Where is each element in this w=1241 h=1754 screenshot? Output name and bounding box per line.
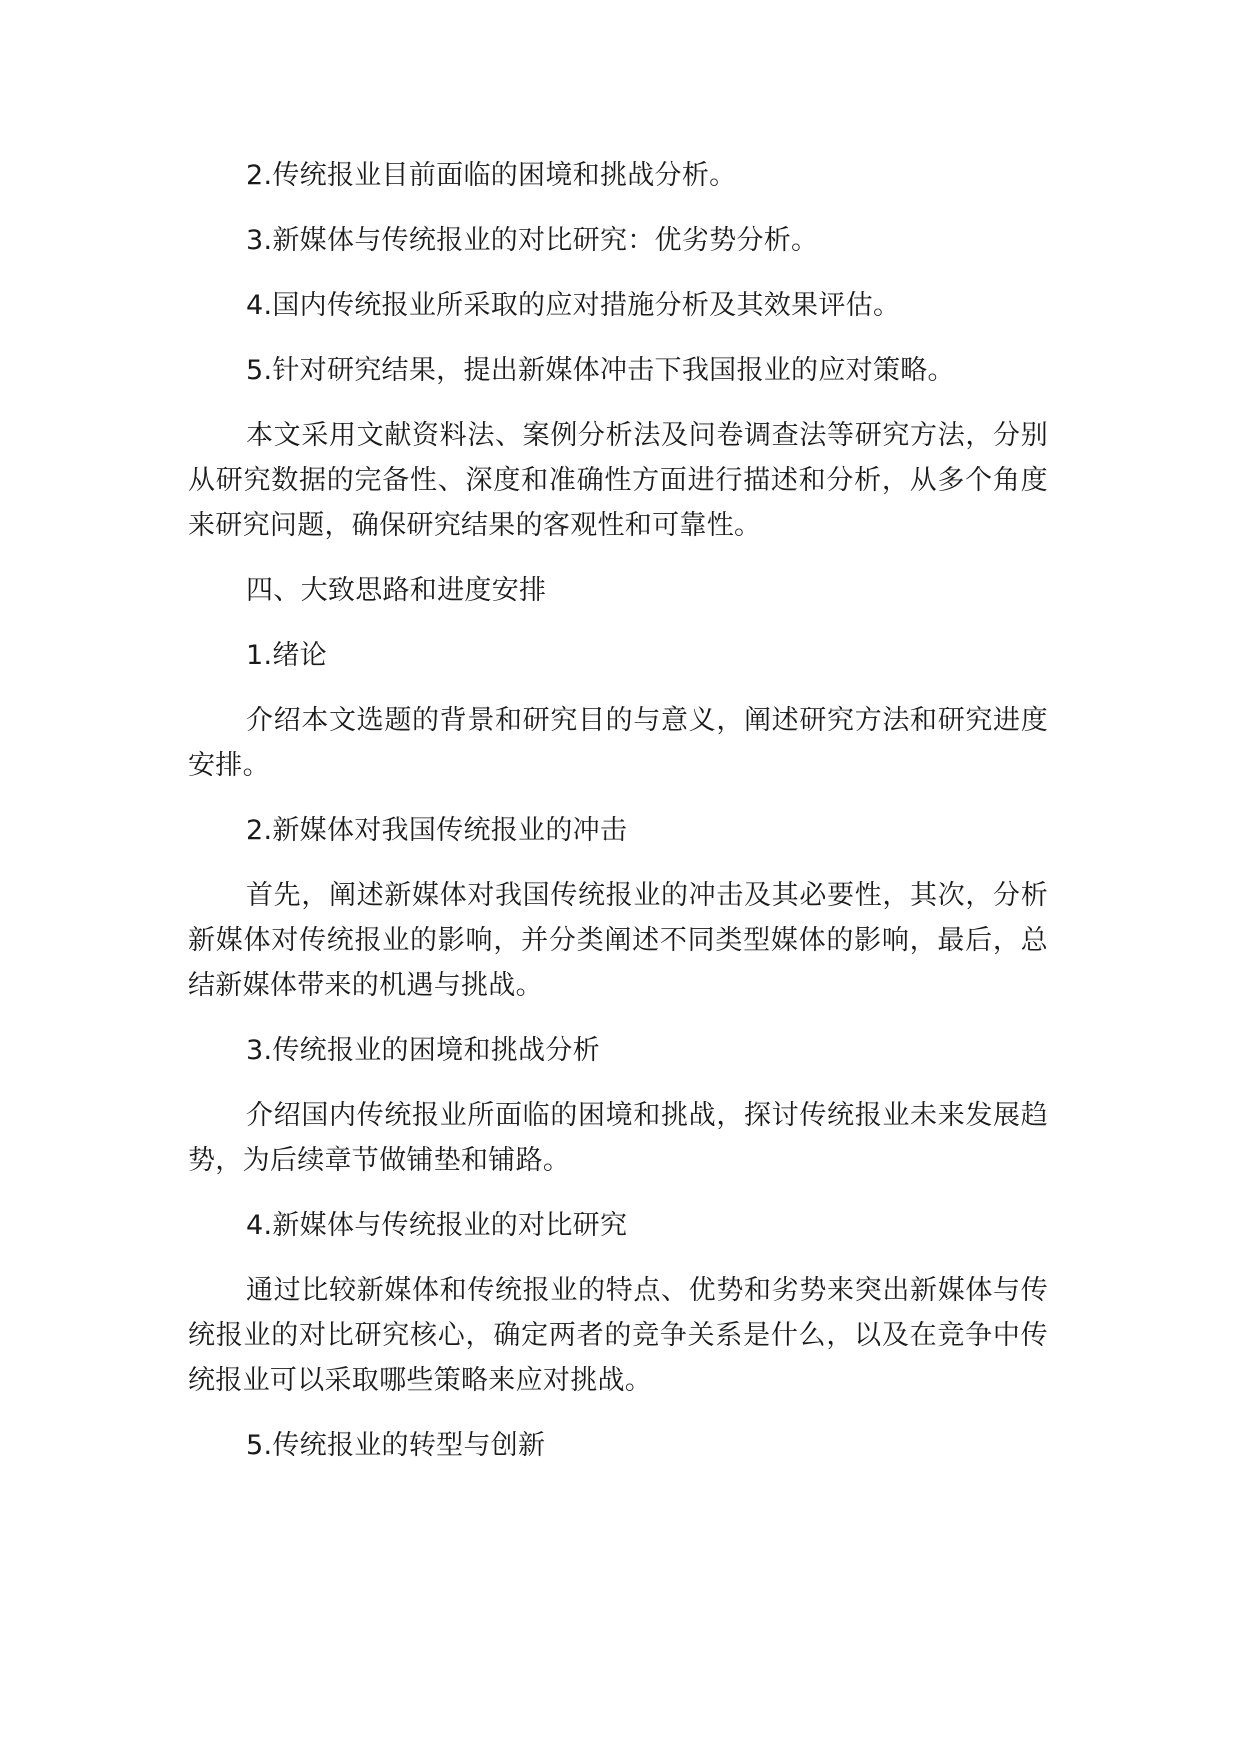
- section-heading: 四、大致思路和进度安排: [246, 575, 547, 606]
- introduction-paragraph: 介绍本文选题的背景和研究目的与意义，阐述研究方法和研究进度安排。: [188, 705, 1048, 781]
- list-item-4: 4.国内传统报业所采取的应对措施分析及其效果评估。: [246, 290, 901, 321]
- subheading-impact: 2.新媒体对我国传统报业的冲击: [246, 815, 628, 846]
- subheading-transformation: 5.传统报业的转型与创新: [246, 1430, 546, 1461]
- document-body: [188, 153, 1048, 1488]
- methods-paragraph: 本文采用文献资料法、案例分析法及问卷调查法等研究方法，分别从研究数据的完备性、深度和准确性方面进行描述和分析，从多个角度来研究问题，确保研究结果的客观性和可靠性。: [188, 420, 1048, 541]
- subheading-comparison: 4.新媒体与传统报业的对比研究: [246, 1210, 628, 1241]
- subheading-introduction: 1.绪论: [246, 640, 327, 671]
- comparison-paragraph: 通过比较新媒体和传统报业的特点、优势和劣势来突出新媒体与传统报业的对比研究核心，确定两者的竞争关系是什么，以及在竞争中传统报业可以采取哪些策略来应对挑战。: [188, 1275, 1048, 1396]
- impact-paragraph: 首先，阐述新媒体对我国传统报业的冲击及其必要性，其次，分析新媒体对传统报业的影响，并分类阐述不同类型媒体的影响，最后，总结新媒体带来的机遇与挑战。: [188, 880, 1048, 1001]
- list-item-2: 2.传统报业目前面临的困境和挑战分析。: [246, 160, 737, 191]
- list-item-5: 5.针对研究结果，提出新媒体冲击下我国报业的应对策略。: [246, 355, 955, 386]
- challenges-paragraph: 介绍国内传统报业所面临的困境和挑战，探讨传统报业未来发展趋势，为后续章节做铺垫和铺路。: [188, 1100, 1048, 1176]
- list-item-3: 3.新媒体与传统报业的对比研究：优劣势分析。: [246, 225, 819, 256]
- subheading-challenges: 3.传统报业的困境和挑战分析: [246, 1035, 600, 1066]
